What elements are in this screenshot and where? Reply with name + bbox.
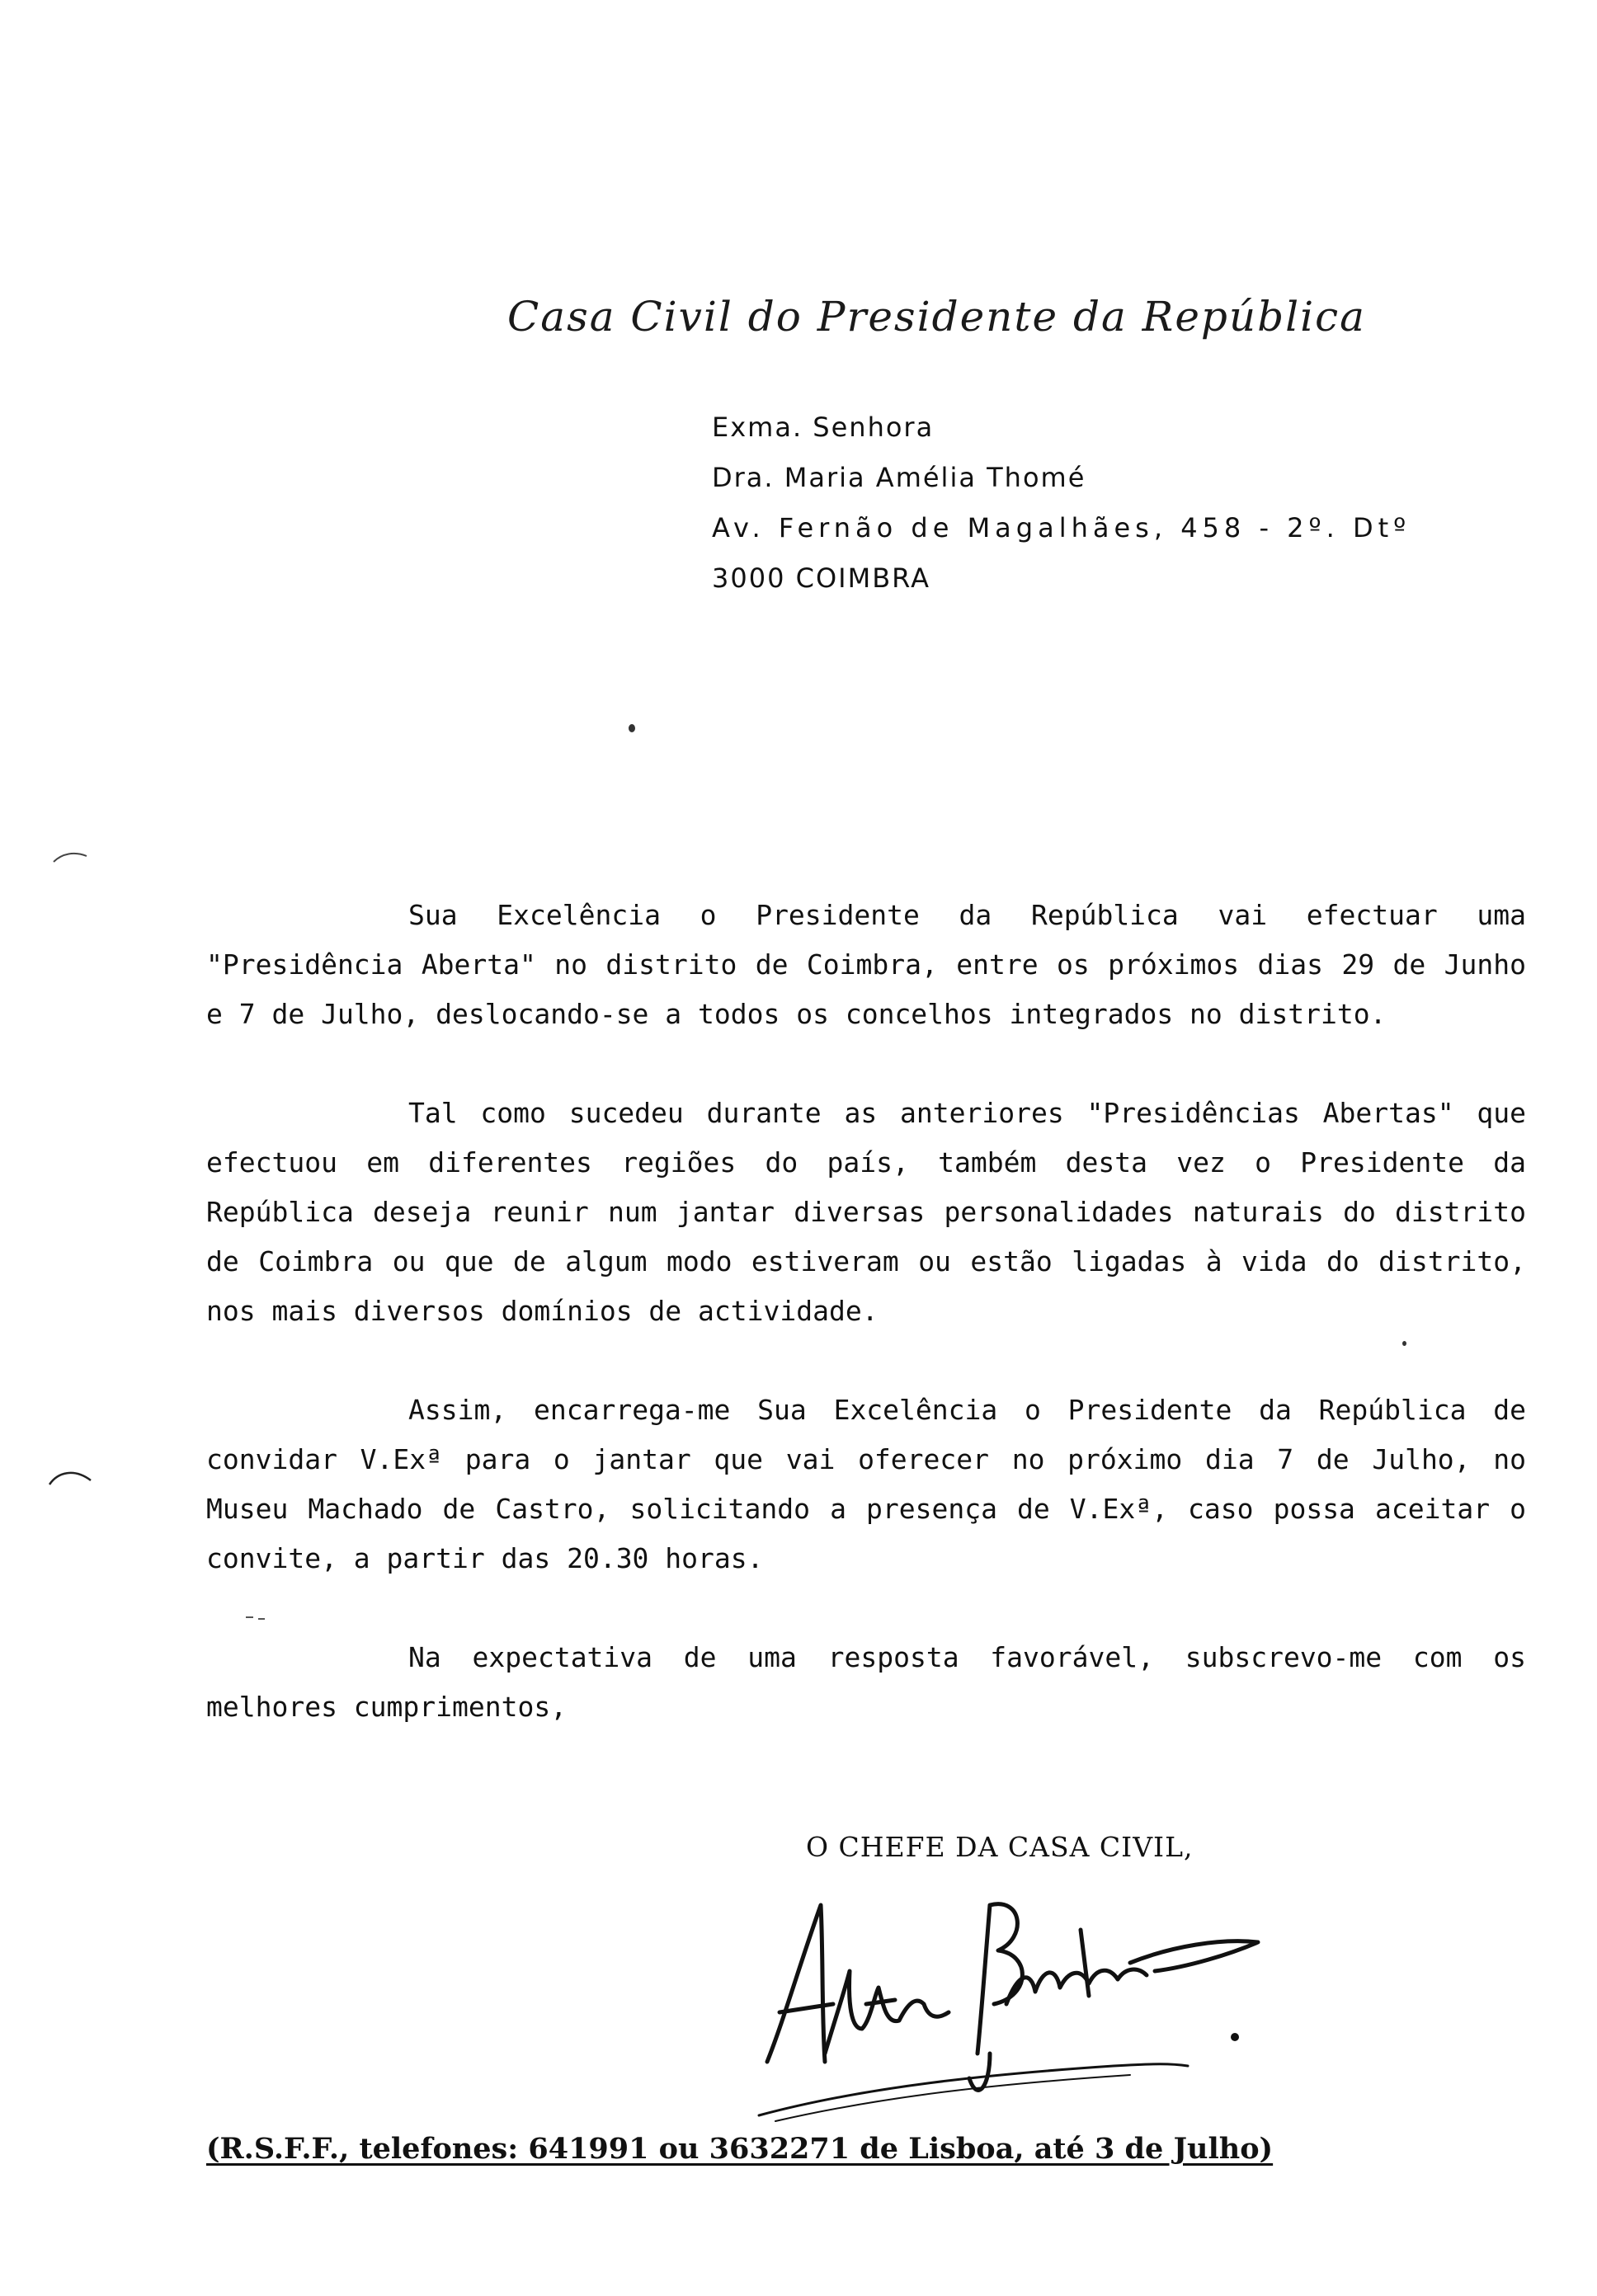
body-paragraph-1 [206,891,1526,1039]
scan-mark [49,849,91,866]
recipient-address [712,402,1411,604]
scan-mark [243,1612,268,1622]
handwritten-signature [742,1889,1270,2128]
body-paragraph-4 [206,1633,1526,1732]
scan-speck [629,724,635,732]
scan-mark [45,1464,95,1489]
paragraph-text: Tal como sucedeu durante as anteriores "Presidências Abertas" que efectuou em diferentes regiões do país, também desta vez o Presidente da República deseja reunir num jantar diversas personalidades naturais do distrito de Coimbra ou que de algum modo estiveram ou estão ligadas à vida do distrito, nos mais diversos domínios de actividade. [206,1097,1526,1327]
signoff-title: O CHEFE DA CASA CIVIL, [806,1831,1194,1863]
scan-speck [1402,1341,1406,1346]
paragraph-text: Na expectativa de uma resposta favorável, subscrevo-me com os melhores cumprimentos, [206,1641,1526,1723]
recipient-city: 3000 COIMBRA [712,562,930,594]
body-paragraph-3 [206,1386,1526,1583]
letterhead: Casa Civil do Presidente da República [507,293,1366,341]
paragraph-text: Assim, encarrega-me Sua Excelência o Presidente da República de convidar V.Exª para o jantar que vai oferecer no próximo dia 7 de Julho, no Museu Machado de Castro, solicitando a presença de V.Exª, caso possa aceitar o convite, a partir das 20.30 horas. [206,1394,1526,1574]
recipient-salutation: Exma. Senhora [712,412,935,443]
recipient-name: Dra. Maria Amélia Thomé [712,462,1086,493]
footer-rsvp-note: (R.S.F.F., telefones: 641991 ou 3632271 de Lisboa, até 3 de Julho) [206,2132,1274,2166]
body-paragraph-2 [206,1089,1526,1336]
recipient-street: Av. Fernão de Magalhães, 458 - 2º. Dtº [712,512,1411,543]
paragraph-text: Sua Excelência o Presidente da República vai efectuar uma "Presidência Aberta" no distrito de Coimbra, entre os próximos dias 29 de Junho e 7 de Julho, deslocando-se a todos os concelhos integrados no distrito. [206,899,1526,1030]
